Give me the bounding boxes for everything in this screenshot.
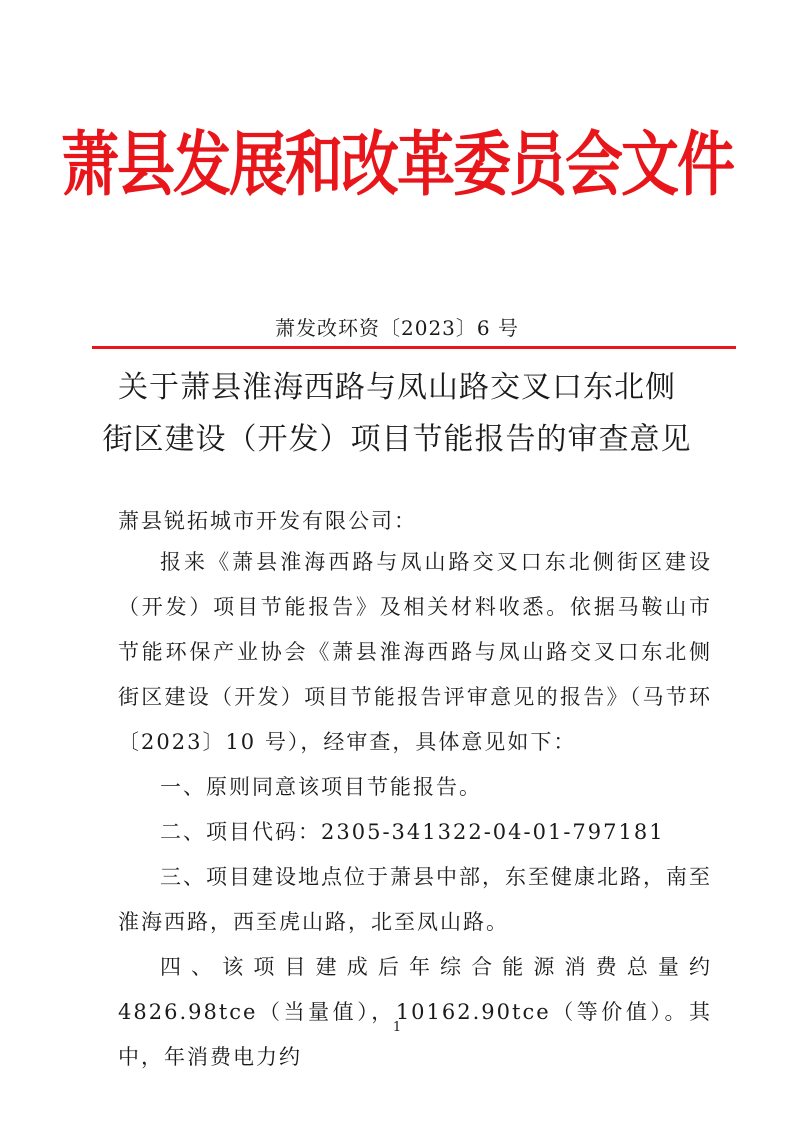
body-paragraph: 一、原则同意该项目节能报告。 bbox=[160, 775, 482, 799]
red-divider-line bbox=[92, 346, 736, 349]
body-paragraph: 四、该项目建成后年综合能源消费总量约 4826.98tce（当量值），10162.90tce（等价值）。其中，年消费电力约 bbox=[118, 955, 712, 1069]
issuing-organization-title: 萧县发展和改革委员会文件 bbox=[60, 123, 733, 206]
title-line-1: 关于萧县淮海西路与凤山路交叉口东北侧 bbox=[118, 370, 676, 405]
page-number: 1 bbox=[392, 1020, 402, 1035]
title-line-2: 街区建设（开发）项目节能报告的审查意见 bbox=[102, 422, 692, 457]
document-number: 萧发改环资〔2023〕6 号 bbox=[275, 316, 519, 340]
document-title bbox=[60, 362, 734, 466]
body-paragraph: 报来《萧县淮海西路与凤山路交叉口东北侧街区建设（开发）项目节能报告》及相关材料收悉。依据马鞍山市节能环保产业协会《萧县淮海西路与凤山路交叉口东北侧街区建设（开发）项目节能报告评审意见的报告》（马节环〔2023〕10 号），经审查，具体意见如下： bbox=[118, 550, 712, 754]
document-body bbox=[118, 540, 712, 1080]
body-paragraph: 二、项目代码：2305-341322-04-01-797181 bbox=[160, 820, 665, 844]
addressee: 萧县锐拓城市开发有限公司： bbox=[118, 509, 417, 533]
body-paragraph: 三、项目建设地点位于萧县中部，东至健康北路，南至淮海西路，西至虎山路，北至凤山路。 bbox=[118, 865, 712, 934]
